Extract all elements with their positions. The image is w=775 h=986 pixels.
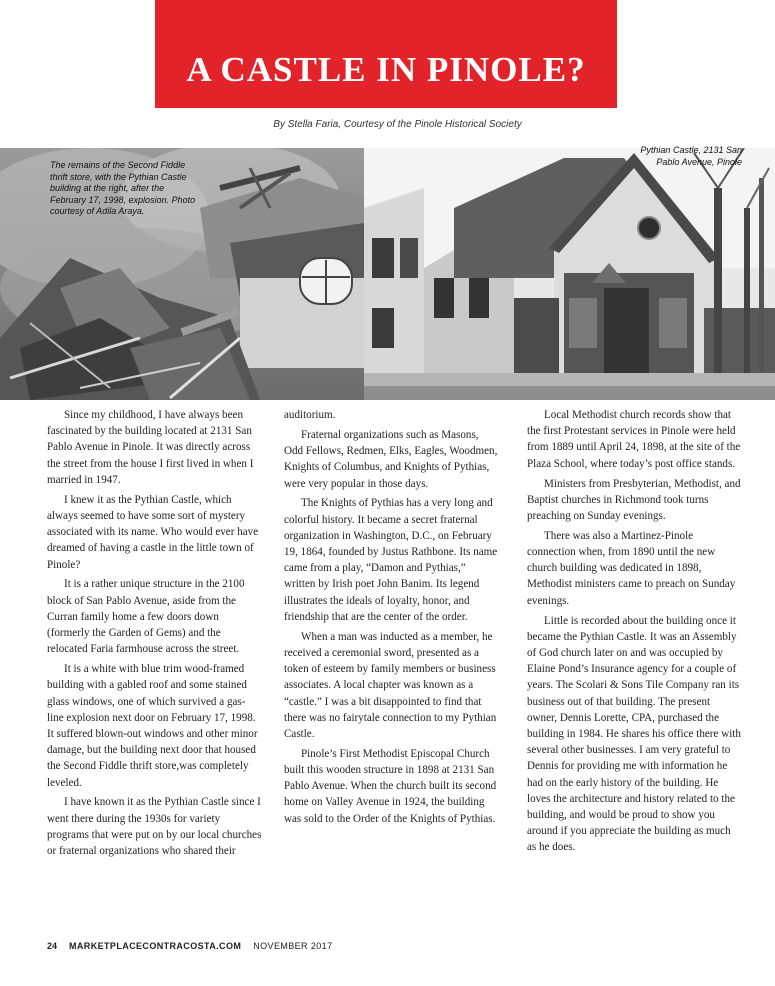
page-footer bbox=[47, 941, 332, 951]
paragraph: I knew it as the Pythian Castle, which always seemed to have some sort of mystery associated with its name. Who would ever have dreamed of having a castle in the little town of Pinole? bbox=[47, 493, 259, 571]
pythian-castle-photo bbox=[364, 148, 775, 400]
article-title: A CASTLE IN PINOLE? bbox=[186, 50, 586, 89]
paragraph: Local Methodist church records show that the first Protestant services in Pinole were held from 1889 until April 24, 1898, at the site of the Plaza School, where today’s post office stands. bbox=[527, 409, 741, 470]
paragraph: The Knights of Pythias has a very long and colorful history. It became a secret fraternal organization in Washington, D.C., on February 19, 1864, founded by Justus Rathbone. Its name came from a play, “Damon and Pythias,” written by Irish poet John Banim. Its legend illustrates the ideals of loyalty, honor, and friendship that are the center of the order. bbox=[284, 497, 498, 623]
paragraph: Pinole’s First Methodist Episcopal Church built this wooden structure in 1898 at 2131 San Pablo Avenue. When the church built its second home on Valley Avenue in 1924, the building was sold to the Order of the Knights of Pythias. bbox=[284, 747, 497, 825]
article-column-3 bbox=[527, 407, 742, 859]
paragraph: When a man was inducted as a member, he received a ceremonial sword, presented as a token of esteem by family members or business associates. A local chapter was known as a “castle.” I was a bit disappointed to find that there was no fairytale connection to my Pythian Castle. bbox=[284, 630, 497, 740]
paragraph: Ministers from Presbyterian, Methodist, and Baptist churches in Richmond took turns preaching on Sunday evenings. bbox=[527, 477, 741, 522]
photo-caption-left: The remains of the Second Fiddle thrift store, with the Pythian Castle building at the right, after the February 17, 1998, explosion. Photo courtesy of Adila Araya. bbox=[50, 160, 196, 216]
article-column-2 bbox=[284, 407, 499, 831]
article-body bbox=[47, 407, 742, 937]
page-number: 24 bbox=[47, 941, 58, 951]
paragraph: It is a rather unique structure in the 2100 block of San Pablo Avenue, aside from the Curran family home a few doors down (formerly the Garden of Gems) and the relocated Faria farmhouse across the street. bbox=[47, 578, 245, 656]
paragraph: Since my childhood, I have always been fascinated by the building located at 2131 San Pablo Avenue in Pinole. It was directly across the street from the house I first lived in when I married in 1947. bbox=[47, 409, 254, 486]
paragraph: I have known it as the Pythian Castle since I went there during the 1930s for variety programs that were put on by our local churches or fraternal organizations who shared their bbox=[47, 796, 262, 858]
footer-date: NOVEMBER 2017 bbox=[253, 941, 333, 951]
title-banner bbox=[155, 0, 617, 108]
paragraph: Little is recorded about the building once it became the Pythian Castle. It was an Assembly of God church later on and was occupied by Elaine Pond’s Insurance agency for a couple of years. The Scolari & Sons Tile Company ran its business out of that building. The present owner, Dennis Lorette, CPA, purchased the building in 1984. He shares his office there with several other businesses. I am very grateful to Dennis for providing me with information he had on the early history of the building. He loves the architecture and history related to the building, and would be proud to show you around if you appreciate the building as much as he does. bbox=[527, 614, 741, 854]
photo-caption-right: Pythian Castle, 2131 San Pablo Avenue, Pinole bbox=[640, 145, 742, 167]
paragraph: Fraternal organizations such as Masons, Odd Fellows, Redmen, Elks, Eagles, Woodmen, Knights of Columbus, and Knights of Pythias, were very popular in those days. bbox=[284, 428, 498, 490]
footer-site: MARKETPLACECONTRACOSTA.COM bbox=[69, 941, 242, 951]
paragraph: It is a white with blue trim wood-framed building with a gabled roof and some stained glass windows, one of which survived a gas-line explosion next door on February 17, 1998. It suffered blown-out windows and other minor damage, but the building next door that housed the Second Fiddle thrift store,was completely leveled. bbox=[47, 663, 258, 789]
byline: By Stella Faria, Courtesy of the Pinole Historical Society bbox=[273, 119, 522, 130]
paragraph-continuation: auditorium. bbox=[284, 409, 336, 421]
paragraph: There was also a Martinez-Pinole connection when, from 1890 until the new church building was dedicated in 1898, Methodist ministers came to preach on Sunday evenings. bbox=[527, 529, 736, 607]
article-column-1 bbox=[47, 407, 262, 863]
